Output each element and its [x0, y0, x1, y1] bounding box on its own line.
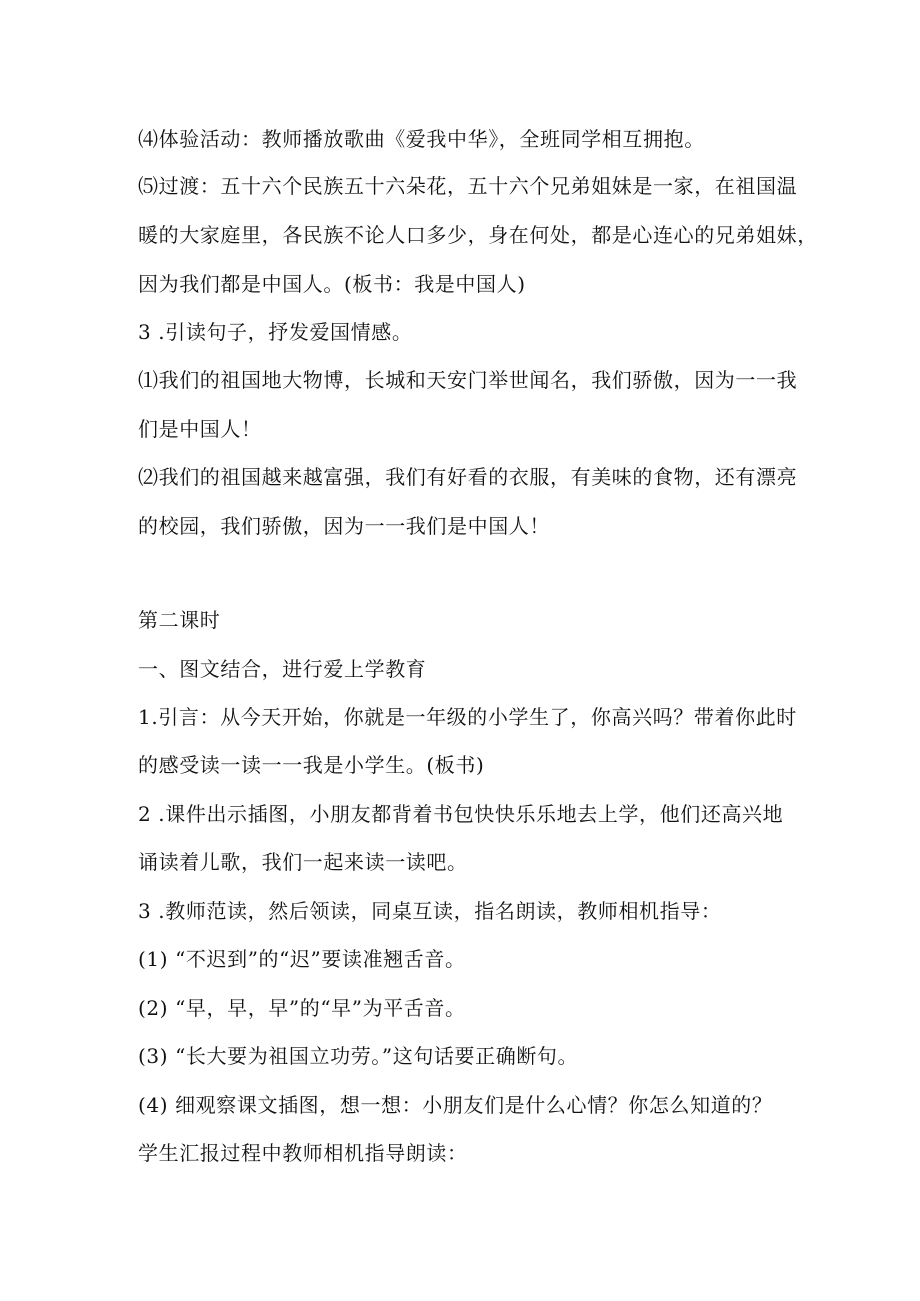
text-line-16: 3 .教师范读，然后领读，同桌互读，指名朗读，教师相机指导：: [138, 899, 722, 923]
text-line-5: 3 .引读句子，抒发爱国情感。: [138, 320, 413, 344]
text-line-4: 因为我们都是中国人。(板书：我是中国人): [138, 272, 526, 296]
text-line-14: 2 .课件出示插图，小朋友都背着书包快快乐乐地去上学，他们还高兴地: [138, 802, 784, 826]
text-line-20: (4) 细观察课文插图，想一想：小朋友们是什么心情？你怎么知道的？: [138, 1093, 773, 1117]
text-line-15: 诵读着儿歌，我们一起来读一读吧。: [138, 850, 468, 874]
text-line-7: 们是中国人！: [138, 417, 262, 441]
text-line-8: ⑵我们的祖国越来越富强，我们有好看的衣服，有美味的食物，还有漂亮: [138, 465, 798, 489]
section-title: 第二课时: [138, 608, 221, 632]
text-line-9: 的校园，我们骄傲，因为一一我们是中国人！: [138, 514, 550, 538]
text-line-3: 暖的大家庭里，各民族不论人口多少，身在何处，都是心连心的兄弟姐妹，: [138, 223, 818, 247]
text-line-19: (3) “长大要为祖国立功劳。”这句话要正确断句。: [138, 1044, 579, 1068]
text-line-13: 的感受读一读一一我是小学生。(板书): [138, 753, 485, 777]
text-line-6: ⑴我们的祖国地大物博，长城和天安门举世闻名，我们骄傲，因为一一我: [138, 368, 798, 392]
text-line-17: (1) “不迟到”的“迟”要读准翘舌音。: [138, 947, 466, 971]
text-line-12: 1.引言：从今天开始，你就是一年级的小学生了，你高兴吗？带着你此时: [138, 705, 797, 729]
section-heading: 一、图文结合，进行爱上学教育: [138, 657, 427, 681]
text-line-21: 学生汇报过程中教师相机指导朗读：: [138, 1141, 468, 1165]
text-line-2: ⑸过渡：五十六个民族五十六朵花，五十六个兄弟姐妹是一家，在祖国温: [138, 174, 798, 198]
text-line-1: ⑷体验活动：教师播放歌曲《爱我中华》，全班同学相互拥抱。: [138, 127, 705, 151]
text-line-18: (2) “早，早，早”的“早”为平舌音。: [138, 996, 466, 1020]
